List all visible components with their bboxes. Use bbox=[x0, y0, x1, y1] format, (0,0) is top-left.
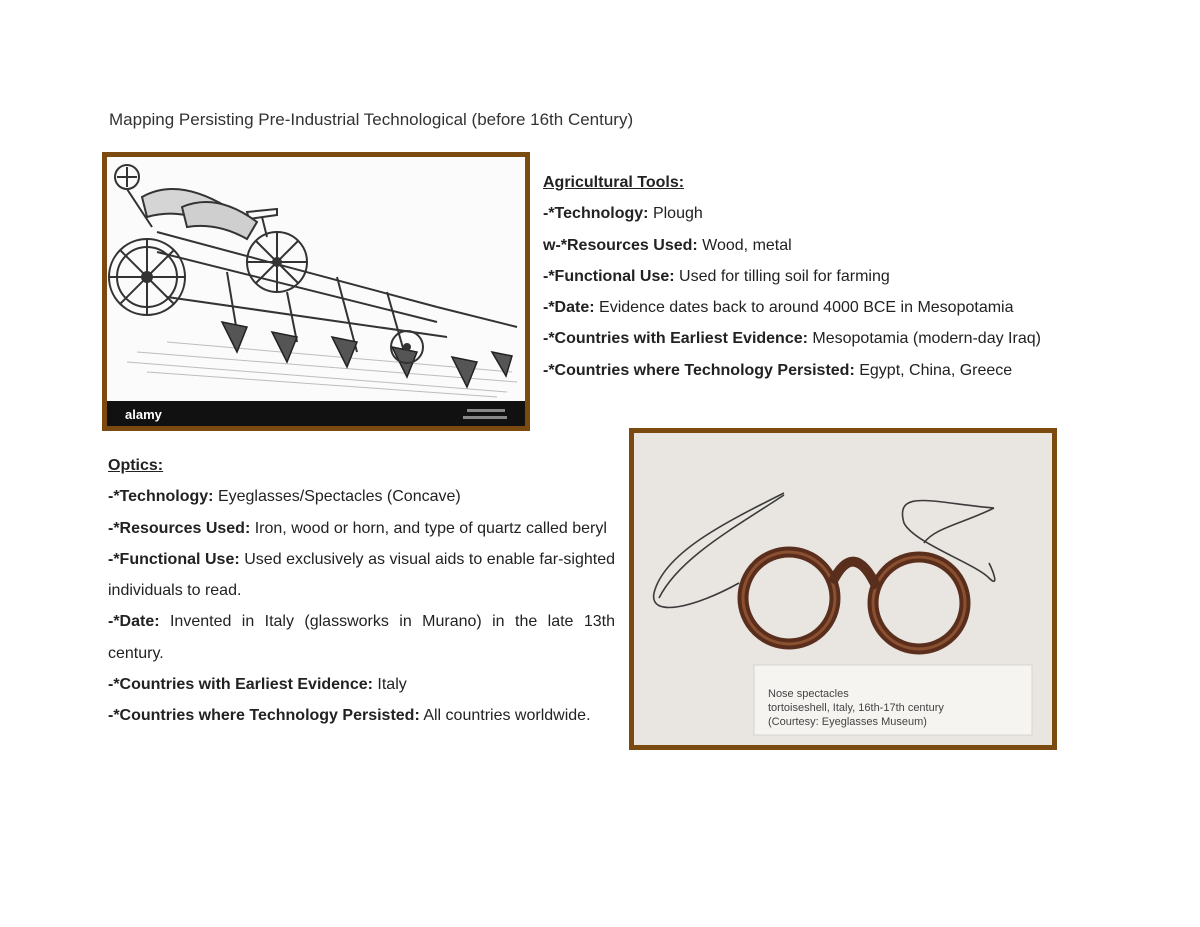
optics-persisted: -*Countries where Technology Persisted: All countries worldwide. bbox=[108, 707, 591, 725]
agricultural-heading: Agricultural Tools: bbox=[543, 174, 685, 191]
optics-technology: -*Technology: Eyeglasses/Spectacles (Concave) bbox=[108, 488, 461, 506]
spectacles-image bbox=[629, 428, 1057, 750]
agri-date: -*Date: Evidence dates back to around 4000 BCE in Mesopotamia bbox=[543, 299, 1014, 317]
spectacles-photo bbox=[634, 433, 1052, 745]
caption-line-1: Nose spectacles bbox=[768, 688, 849, 700]
agri-technology: -*Technology: Plough bbox=[543, 205, 703, 223]
alamy-watermark: alamy bbox=[125, 407, 162, 422]
agri-persisted: -*Countries where Technology Persisted: Egypt, China, Greece bbox=[543, 361, 1013, 379]
optics-resources: -*Resources Used: Iron, wood or horn, and type of quartz called beryl bbox=[108, 519, 607, 537]
optics-functional-use: -*Functional Use: Used exclusively as visual aids to enable far-sighted individuals to read. bbox=[108, 550, 616, 600]
agri-functional-use: -*Functional Use: Used for tilling soil for farming bbox=[543, 267, 890, 285]
caption-line-2: tortoiseshell, Italy, 16th-17th century bbox=[768, 702, 944, 714]
caption-line-3: (Courtesy: Eyeglasses Museum) bbox=[768, 716, 927, 728]
agricultural-tools-section bbox=[543, 167, 1091, 386]
optics-section bbox=[108, 450, 615, 732]
plough-image bbox=[102, 152, 530, 431]
optics-date: -*Date: Invented in Italy (glassworks in Murano) in the late 13th century. bbox=[108, 613, 616, 662]
plough-illustration bbox=[107, 157, 525, 426]
page-title: Mapping Persisting Pre-Industrial Technological (before 16th Century) bbox=[109, 110, 634, 129]
agri-resources: w-*Resources Used: Wood, metal bbox=[543, 236, 792, 254]
optics-heading: Optics: bbox=[108, 457, 164, 474]
optics-earliest-evidence: -*Countries with Earliest Evidence: Italy bbox=[108, 676, 407, 694]
agri-earliest-evidence: -*Countries with Earliest Evidence: Mesopotamia (modern-day Iraq) bbox=[543, 330, 1041, 348]
